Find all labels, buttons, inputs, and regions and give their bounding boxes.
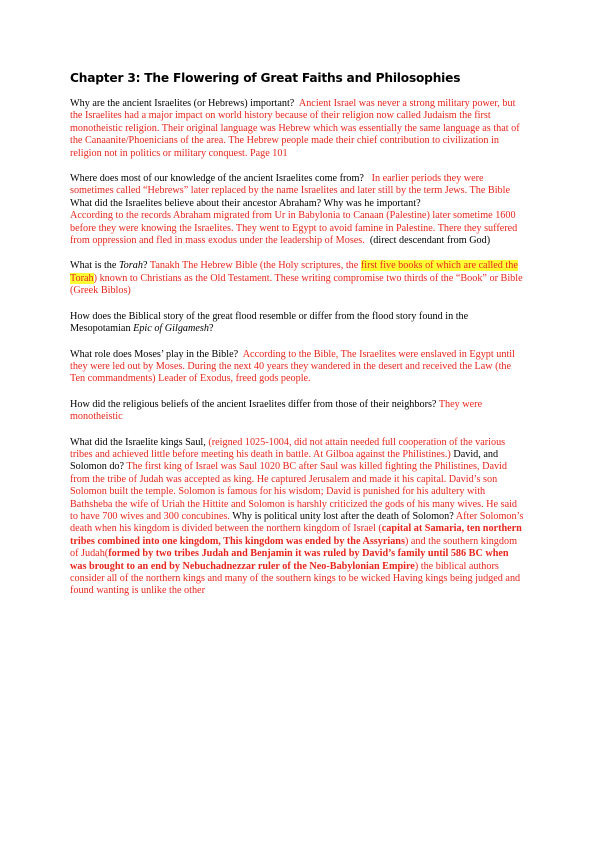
question-text: What did the Israelite kings Saul, <box>70 436 209 448</box>
question-religious-beliefs <box>70 399 526 424</box>
answer-text-judah: ) and the southern kingdom of Judah( <box>70 535 517 560</box>
question-mark: ? <box>208 323 214 335</box>
answer-text: Ancient Israel was never a strong military power, but the Israelites had a major impact on world history because of their religion now called Judaism the first monotheistic religion. Their original language was Hebrew which was essentially the same language as that of the Canaanite/Phoenicians of the area. The Hebrew people made their chief contribution to civilization in religion not in politics or military conquest. Page 101 <box>70 98 520 159</box>
answer-text-unity: After Solomon’s death when his kingdom is divided between the northern kingdom of Israel ( <box>70 510 524 535</box>
answer-text-cont: The first king of Israel was Saul 1020 BC after Saul was killed fighting the Philistines, David from the tribe of Judah was accepted as king. He captured Jerusalem and made it his capital. David’s son Solomon built the temple. Solomon is famous for his wisdom; David is punished for his adultery with Bathsheba the wife of Uriah the Hittite and Solomon is harshly criticized the gods of his many wives. He said to have 700 wives and 300 concubines. <box>70 461 518 522</box>
highlighted-answer: first five books of which are called the Torah <box>70 260 518 284</box>
bold-answer-judah: formed by two tribes Judah and Benjamin it was ruled by David’s family until 586 BC when was brought to an end by Nebuchadnezzar ruler of the Neo-Babylonian Empire <box>70 548 509 572</box>
question-text: What did the Israelites believe about their ancestor Abraham? Why was he important? <box>70 197 421 209</box>
question-text: Why are the ancient Israelites (or Hebrews) important? <box>70 98 295 109</box>
question-text: How does the Biblical story of the great flood resemble or differ from the flood story found in the Mesopotamian <box>70 310 469 335</box>
question-text: What is the <box>70 260 119 272</box>
answer-text: Tanakh The Hebrew Bible (the Holy scriptures, the <box>149 260 361 272</box>
answer-text: (reigned 1025-1004, did not attain needed full cooperation of the various tribes and achieved little before meeting his death in battle. At Gilboa against the Philistines.) <box>70 436 506 460</box>
question-text: Where does most of our knowledge of the ancient Israelites come from? <box>70 173 364 185</box>
question-text-unity: Why is political unity lost after the death of Solomon? <box>229 510 454 522</box>
question-text: How did the religious beliefs of the ancient Israelites differ from those of their neighbors? <box>70 398 437 410</box>
answer-text: According to the Bible, The Israelites were enslaved in Egypt until they were led out by Moses. During the next 40 years they wandered in the desert and received the Law (the Ten commandments) Leader of Exodus, freed gods people. <box>70 348 515 385</box>
question-term: Torah <box>118 260 143 272</box>
question-flood <box>70 311 526 336</box>
answer-text: They were monotheistic <box>70 398 483 423</box>
bold-answer-israel: capital at Samaria, ten northern tribes combined into one kingdom, This kingdom was ended by the Assyrians <box>70 523 522 547</box>
question-moses <box>70 349 526 386</box>
chapter-title: Chapter 3: The Flowering of Great Faiths and Philosophies <box>70 71 461 85</box>
question-israelite-kings <box>70 437 526 598</box>
question-knowledge-source <box>70 173 526 198</box>
question-mark: ? <box>142 260 148 272</box>
answer-text-cont: ) known to Christians as the Old Testament. These writing compromise two thirds of the “Book” or Bible (Greek Biblos) <box>70 272 523 297</box>
document-body <box>70 70 526 611</box>
question-text: What role does Moses’ play in the Bible? <box>70 348 239 360</box>
answer-text: In earlier periods they were sometimes called “Hebrews” later replaced by the name Israelites and later still by the term Jews. The Bible <box>70 173 510 197</box>
question-israelites-importance <box>70 98 526 160</box>
question-text-cont: David, and Solomon do? <box>70 448 499 473</box>
answer-note: (direct descendant from God) <box>369 235 491 247</box>
answer-text: According to the records Abraham migrated from Ur in Babylonia to Canaan (Palestine) later sometime 1600 before they were knowing the Israelites. They went to Egypt to avoid famine in Palestine. There they suffered from oppression and fled in mass exodus under the leadership of Moses. <box>70 210 518 247</box>
question-torah <box>70 260 526 297</box>
answer-text-end: ) the biblical authors consider all of the northern kings and many of the southern kings to be wicked Having kings being judged and found wanting is unlike the other <box>70 560 521 597</box>
question-abraham <box>70 198 526 248</box>
question-term: Epic of Gilgamesh <box>133 323 209 335</box>
